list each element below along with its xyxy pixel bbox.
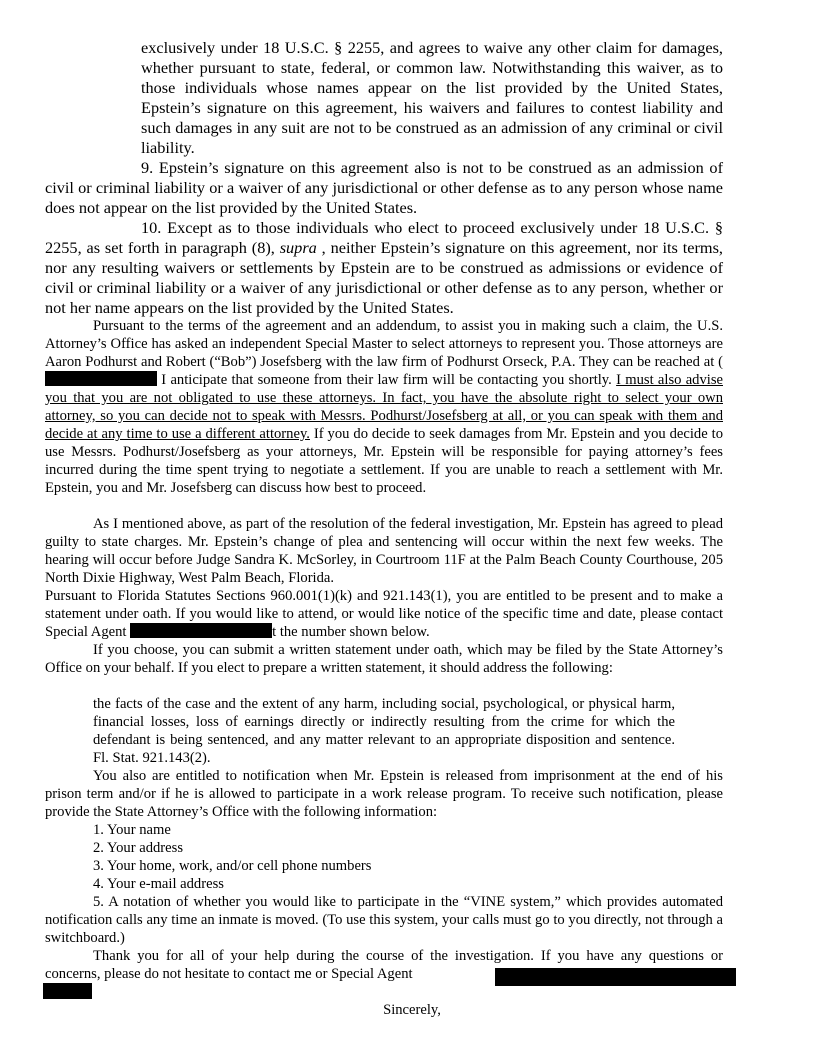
statutes-paragraph [45, 587, 723, 641]
closing-sincerely: Sincerely, [383, 1002, 441, 1018]
supra-italic: supra [279, 238, 317, 257]
redacted-agent-name-block [130, 623, 272, 638]
info-list-item: 3. Your home, work, and/or cell phone numbers [93, 858, 372, 874]
special-master-text-c: If you do decide to seek damages from Mr. Epstein and you decide to use Messrs. Podhurst/Josefsberg as your attorneys, Mr. Epstein will be responsible for paying attorney’s fees incurred during the time spent trying to negotiate a settlement. If you are unable to reach a settlement with Mr. Epstein, you and Mr. Josefsberg can discuss how best to proceed. [45, 426, 723, 496]
paragraph-9: 9. Epstein’s signature on this agreement also is not to be construed as an admission of civil or criminal liability or a waiver of any jurisdictional or other defense as to any person whose name does not appear on the list provided by the United States. [45, 158, 723, 217]
statutes-text-a: Pursuant to Florida Statutes Sections 960.001(1)(k) and 921.143(1), you are entitled to be present and to make a statement under oath. If you would like to attend, or would like notice of the specific time and date, please contact Special Agent [45, 588, 723, 640]
plea-paragraph: As I mentioned above, as part of the resolution of the federal investigation, Mr. Epstein has agreed to plead guilty to state charges. Mr. Epstein’s change of plea and sentencing will occur within the next few weeks. The hearing will occur before Judge Sandra K. McSorley, in Courtroom 11F at the Palm Beach County Courthouse, 205 North Dixie Highway, West Palm Beach, Florida. [45, 516, 723, 586]
thanks-text: Thank you for all of your help during the course of the investigation. If you have any questions or concerns, please do not hesitate to contact me or Special Agent [45, 948, 723, 982]
paragraph-8-continuation: exclusively under 18 U.S.C. § 2255, and agrees to waive any other claim for damages, whether pursuant to state, federal, or common law. Notwithstanding this waiver, as to those individuals whose names appear on the list provided by the United States, Epstein’s signature on this agreement, his waivers and failures to contest liability and such damages in any suit are not to be construed as an admission of any criminal or civil liability. [141, 38, 723, 157]
paragraph-10 [45, 218, 723, 318]
info-list-item: 2. Your address [93, 840, 183, 856]
attorney-rights-underlined: I must also advise you that you are not obligated to use these attorneys. In fact, you have the absolute right to select your own attorney, so you can decide not to speak with Messrs. Podhurst/Josefsberg at all, or you can speak with them and decide at any time to use a different attorney. [45, 372, 723, 442]
vine-system-item: 5. A notation of whether you would like to participate in the “VINE system,” which provides automated notification calls any time an inmate is moved. (To use this system, your calls must go to you directly, not through a switchboard.) [45, 894, 723, 946]
statute-quote: the facts of the case and the extent of any harm, including social, psychological, or physical harm, financial losses, loss of earnings directly or indirectly resulting from the crime for which the defendant is being sentenced, and any matter relevant to an appropriate disposition and sentence. Fl. Stat. 921.143(2). [93, 696, 675, 766]
special-master-paragraph [45, 317, 723, 497]
special-master-text-a: Pursuant to the terms of the agreement and an addendum, to assist you in making such a claim, the U.S. Attorney’s Office has asked an independent Special Master to select attorneys to represent you. Those attorneys are Aaron Podhurst and Robert (“Bob”) Josefsberg with the law firm of Podhurst Orseck, P.A. They can be reached at ( [45, 318, 723, 370]
paragraph-10-text-a: 10. Except as to those individuals who elect to proceed exclusively under 18 U.S.C. § 2255, as set forth in paragraph (8), [45, 218, 723, 257]
statutes-text-b: t the number shown below. [272, 624, 430, 640]
redacted-phone-block [45, 371, 157, 386]
paragraph-10-text-b: , neither Epstein’s signature on this agreement, nor its terms, nor any resulting waivers or settlements by Epstein are to be construed as admissions or evidence of civil or criminal liability or a waiver of any jurisdictional or other defense as to any person, whether or not her name appears on the list provided by the United States. [45, 238, 723, 317]
redacted-contact-block [495, 968, 736, 986]
info-list-item: 4. Your e-mail address [93, 876, 224, 892]
special-master-text-b: I anticipate that someone from their law firm will be contacting you shortly. [161, 372, 617, 388]
written-statement-paragraph: If you choose, you can submit a written statement under oath, which may be filed by the State Attorney’s Office on your behalf. If you elect to prepare a written statement, it should address the following: [45, 642, 723, 676]
release-notification-paragraph: You also are entitled to notification when Mr. Epstein is released from imprisonment at the end of his prison term and/or if he is allowed to participate in a work release program. To receive such notification, please provide the State Attorney’s Office with the following information: [45, 768, 723, 820]
redacted-contact-block-continued [43, 983, 92, 999]
info-list-item: 1. Your name [93, 822, 171, 838]
